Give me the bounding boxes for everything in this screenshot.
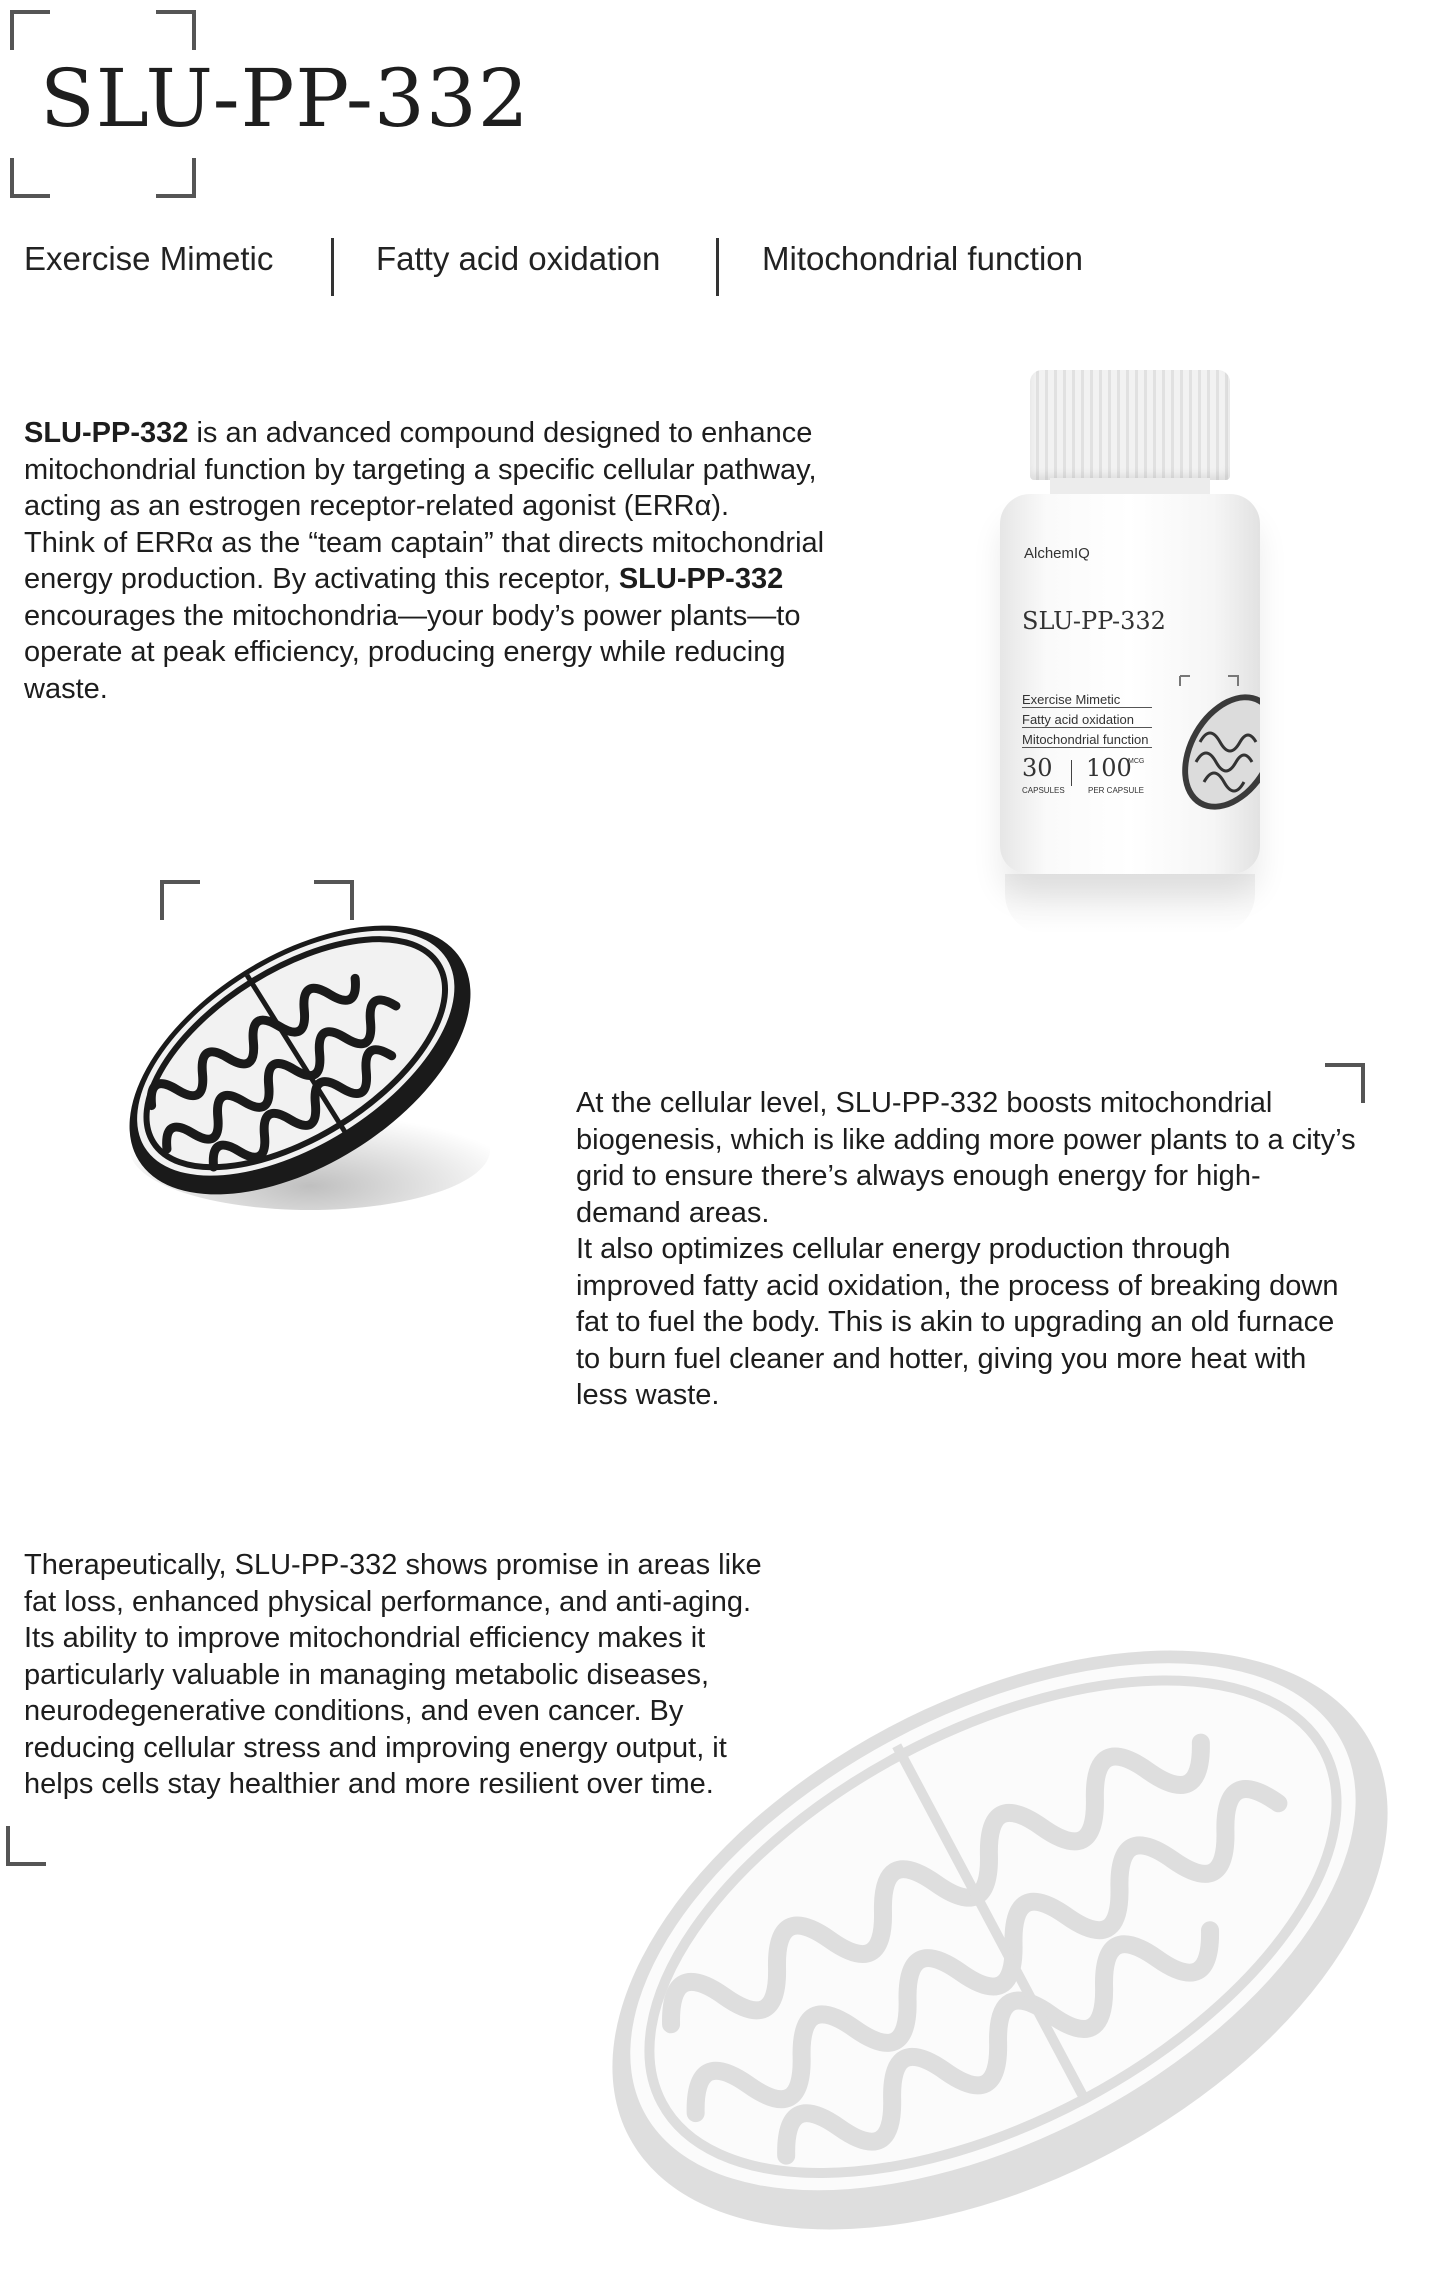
tag-divider bbox=[716, 238, 719, 296]
bottle-count: 30 bbox=[1022, 754, 1053, 782]
mitochondrion-illustration bbox=[100, 880, 500, 1260]
bottle-dose-label: PER CAPSULE bbox=[1088, 786, 1145, 795]
corner-bracket-icon bbox=[10, 158, 50, 198]
tag-fatty-acid-oxidation: Fatty acid oxidation bbox=[376, 240, 661, 277]
bottle-tag-3: Mitochondrial function bbox=[1022, 732, 1152, 748]
intro-paragraph-1: SLU-PP-332 is an advanced compound designed to enhance mitochondrial function by targeting a specific cellular pathway, acting as an estrogen receptor-related agonist (ERRα). bbox=[24, 417, 817, 522]
corner-bracket-icon bbox=[10, 10, 50, 50]
product-name-bold: SLU-PP-332 bbox=[618, 563, 784, 595]
corner-bracket-icon bbox=[6, 1826, 46, 1866]
product-name-bold: SLU-PP-332 bbox=[24, 417, 189, 449]
cellular-paragraph-2: It also optimizes cellular energy production through improved fatty acid oxidation, the process of breaking down fat to fuel the body. This is akin to upgrading an old furnace to burn fuel cleaner and hotter, giving you more heat with less waste. bbox=[576, 1233, 1339, 1411]
bottle-label-divider bbox=[1071, 760, 1072, 786]
intro-paragraph-2: Think of ERRα as the “team captain” that directs mitochondrial energy production. By activating this receptor, SLU-PP-332 encourages the mitochondria—your body’s power plants—to operate at peak efficiency, producing energy while reducing waste. bbox=[24, 526, 825, 705]
tag-exercise-mimetic: Exercise Mimetic bbox=[24, 240, 274, 277]
bottle-mitochondrion-illustration bbox=[1170, 672, 1260, 822]
corner-bracket-icon bbox=[156, 158, 196, 198]
therapeutic-paragraph: Therapeutically, SLU-PP-332 shows promise in areas like fat loss, enhanced physical performance, and anti-aging. Its ability to improve mitochondrial efficiency makes it particularly valuable in managing metabolic diseases, neurodegenerative conditions, and even cancer. By reducing cellular stress and improving energy output, it helps cells stay healthier and more resilient over time. bbox=[24, 1549, 762, 1800]
bottle-tag-2: Fatty acid oxidation bbox=[1022, 712, 1152, 728]
bottle-cap bbox=[1030, 370, 1230, 480]
bottle-tag-1: Exercise Mimetic bbox=[1022, 692, 1152, 708]
bottle-count-label: CAPSULES bbox=[1022, 786, 1065, 795]
corner-bracket-icon bbox=[156, 10, 196, 50]
cellular-level-text bbox=[576, 1085, 1356, 1414]
tag-divider bbox=[331, 238, 334, 296]
bottle-product-name: SLU-PP-332 bbox=[1022, 607, 1166, 635]
page-title: SLU-PP-332 bbox=[40, 52, 530, 145]
therapeutic-text bbox=[24, 1547, 764, 1803]
bottle-brand: AlchemIQ bbox=[1024, 545, 1090, 562]
cellular-paragraph-1: At the cellular level, SLU-PP-332 boosts mitochondrial biogenesis, which is like adding more power plants to a city’s grid to ensure there’s always enough energy for high-demand areas. bbox=[576, 1087, 1356, 1229]
bottle-dose: 100 bbox=[1086, 754, 1132, 782]
bottle-reflection bbox=[1005, 874, 1255, 934]
intro-text bbox=[24, 415, 874, 707]
tag-mitochondrial-function: Mitochondrial function bbox=[762, 240, 1084, 277]
bottle-dose-unit: MCG bbox=[1128, 758, 1145, 765]
